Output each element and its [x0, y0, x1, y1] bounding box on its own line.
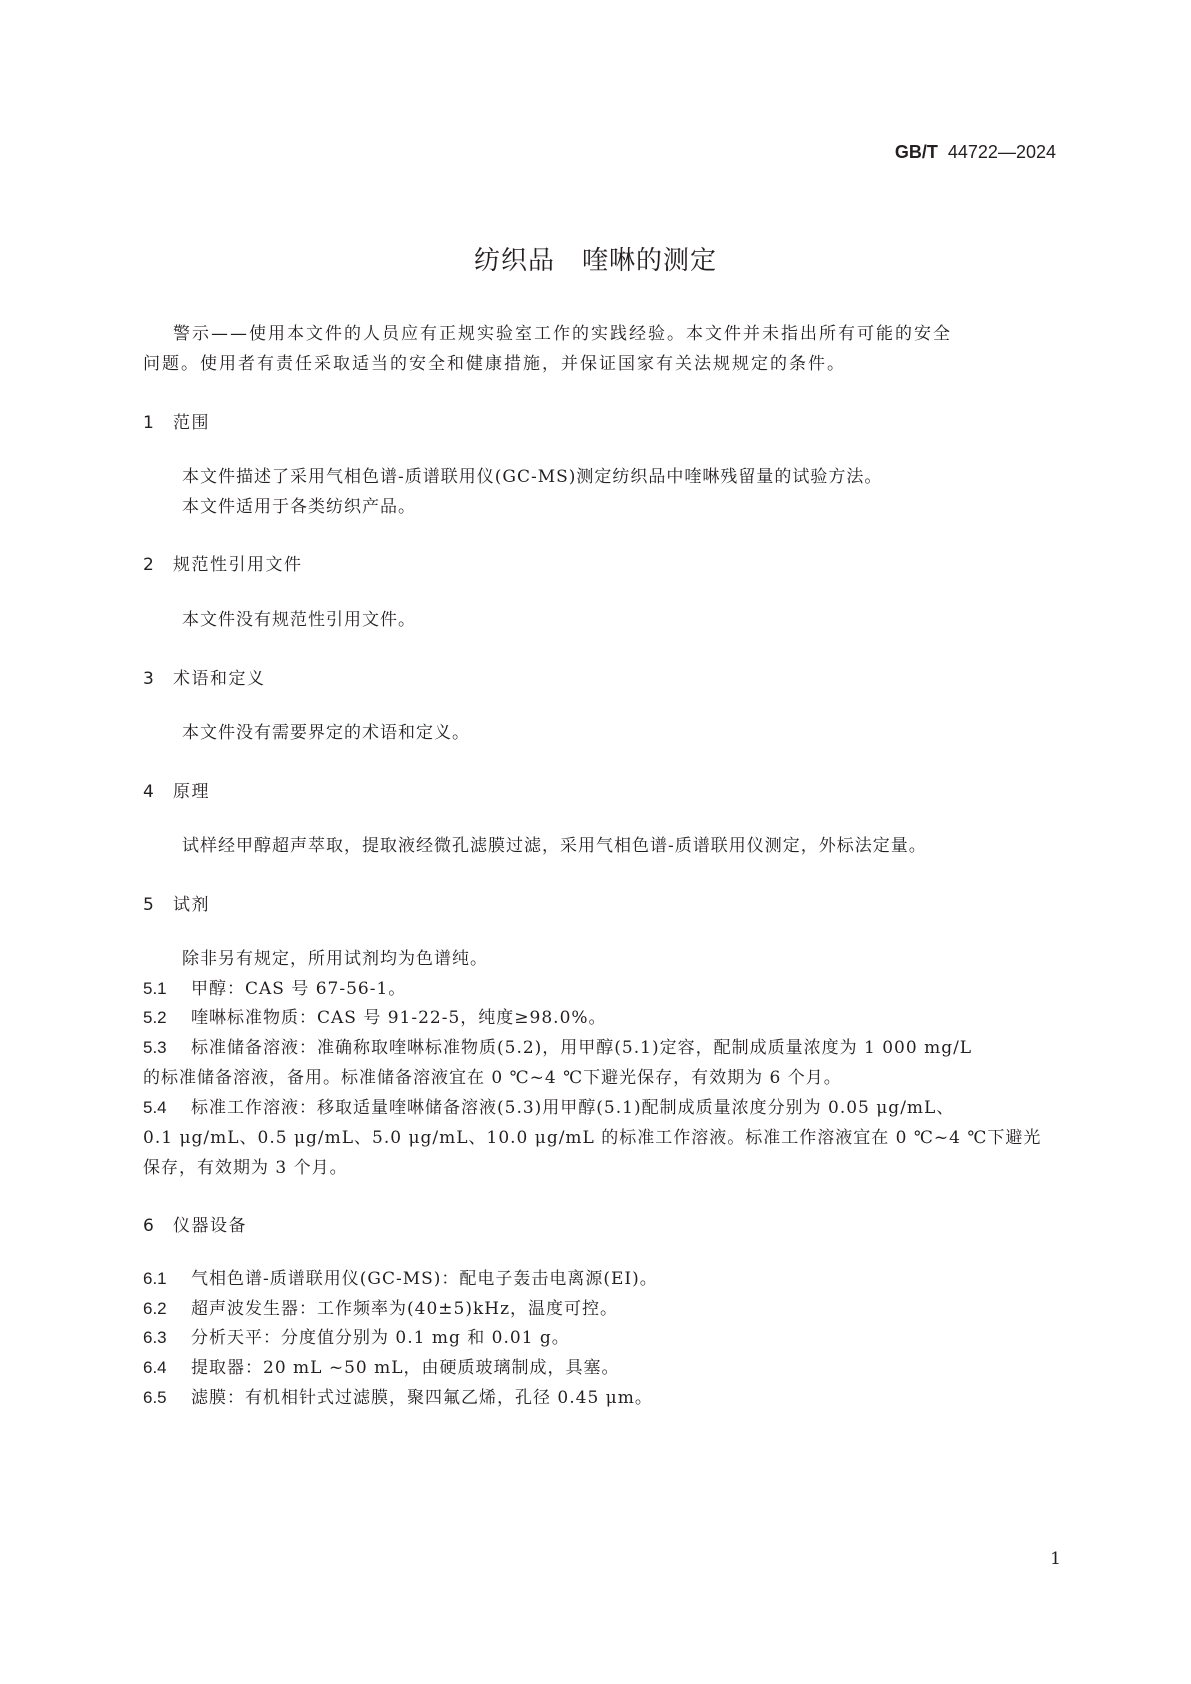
warning-line-1: 警示——使用本文件的人员应有正规实验室工作的实践经验。本文件并未指出所有可能的安全 — [173, 324, 952, 344]
section-6-heading: 6 仪器设备 — [143, 1216, 247, 1236]
section-3-heading: 3 术语和定义 — [143, 669, 266, 689]
document-title: 纺织品 喹啉的测定 — [473, 246, 717, 276]
section-2-heading: 2 规范性引用文件 — [143, 555, 303, 575]
page-number: 1 — [1050, 1549, 1061, 1569]
clause-5-1: 5.1 甲醇：CAS 号 67-56-1。 — [143, 979, 407, 999]
section-2-para-1: 本文件没有规范性引用文件。 — [182, 610, 416, 630]
section-4-heading: 4 原理 — [143, 782, 210, 802]
clause-6-1: 6.1 气相色谱-质谱联用仪(GC-MS)：配电子轰击电离源(EI)。 — [143, 1269, 658, 1289]
standard-prefix: GB/T — [894, 142, 938, 162]
standard-code — [895, 142, 1056, 163]
section-3-para-1: 本文件没有需要界定的术语和定义。 — [182, 723, 470, 743]
clause-6-5: 6.5 滤膜：有机相针式过滤膜，聚四氟乙烯，孔径 0.45 μm。 — [143, 1388, 653, 1408]
clause-5-2: 5.2 喹啉标准物质：CAS 号 91-22-5，纯度≥98.0%。 — [143, 1008, 607, 1028]
section-5-heading: 5 试剂 — [143, 895, 210, 915]
warning-line-2: 问题。使用者有责任采取适当的安全和健康措施，并保证国家有关法规规定的条件。 — [143, 354, 846, 374]
clause-6-4: 6.4 提取器：20 mL ~50 mL，由硬质玻璃制成，具塞。 — [143, 1358, 620, 1378]
clause-5-4-line-2: 0.1 μg/mL、0.5 μg/mL、5.0 μg/mL、10.0 μg/mL 的标准工作溶液。标准工作溶液宜在 0 ℃~4 ℃下避光 — [143, 1128, 1042, 1148]
standard-number: 44722—2024 — [947, 142, 1056, 162]
section-4-para-1: 试样经甲醇超声萃取，提取液经微孔滤膜过滤，采用气相色谱-质谱联用仪测定，外标法定量。 — [182, 836, 927, 856]
clause-5-3-line-2: 的标准储备溶液，备用。标准储备溶液宜在 0 ℃~4 ℃下避光保存，有效期为 6 个月。 — [143, 1068, 842, 1088]
clause-6-2: 6.2 超声波发生器：工作频率为(40±5)kHz，温度可控。 — [143, 1299, 619, 1319]
section-5-para-1: 除非另有规定，所用试剂均为色谱纯。 — [182, 949, 488, 969]
clause-5-3-line-1: 5.3 标准储备溶液：准确称取喹啉标准物质(5.2)，用甲醇(5.1)定容，配制成质量浓度为 1 000 mg/L — [143, 1038, 973, 1058]
clause-5-4-line-1: 5.4 标准工作溶液：移取适量喹啉储备溶液(5.3)用甲醇(5.1)配制成质量浓度分别为 0.05 μg/mL、 — [143, 1098, 955, 1118]
section-1-heading: 1 范围 — [143, 413, 210, 433]
clause-5-4-line-3: 保存，有效期为 3 个月。 — [143, 1158, 348, 1178]
clause-6-3: 6.3 分析天平：分度值分别为 0.1 mg 和 0.01 g。 — [143, 1328, 570, 1348]
section-1-para-1: 本文件描述了采用气相色谱-质谱联用仪(GC-MS)测定纺织品中喹啉残留量的试验方法。 — [182, 467, 883, 487]
section-1-para-2: 本文件适用于各类纺织产品。 — [182, 497, 416, 517]
